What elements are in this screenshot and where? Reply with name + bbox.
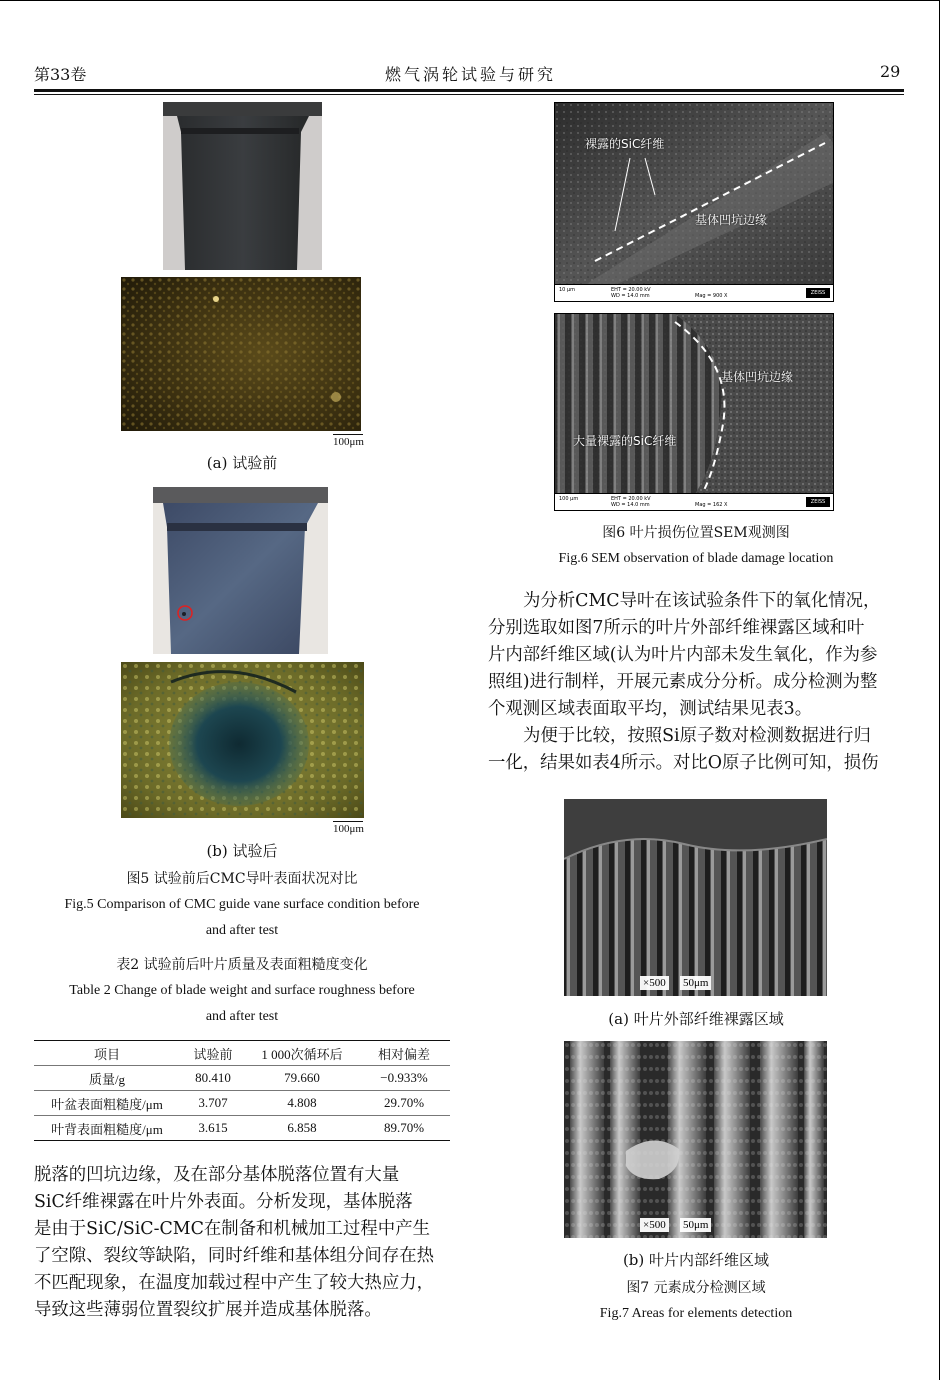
zeiss-logo: ZEISS (806, 288, 830, 298)
table-cell: 79.660 (246, 1066, 358, 1091)
table-header-cell: 试验前 (180, 1041, 246, 1066)
fig5-caption-en-line1: Fig.5 Comparison of CMC guide vane surface condition before (64, 897, 420, 912)
table-header-cell: 1 000次循环后 (246, 1041, 358, 1066)
fig5a-subcaption: (a) 试验前 (206, 454, 278, 472)
fig6-caption-cn: 图6 叶片损伤位置SEM观测图 (602, 525, 790, 541)
paragraph-line: 个观测区域表面取平均，测试结果见表3。 (488, 699, 813, 719)
paragraph-line: 了空隙、裂纹等缺陷，同时纤维和基体组分间存在热 (34, 1246, 434, 1266)
fig5b-micrograph (121, 662, 364, 818)
fig6-sem-image-1 (554, 102, 834, 302)
header-rule-thin (34, 94, 904, 95)
paragraph-line: 一化，结果如表4所示。对比O原子比例可知，损伤 (488, 753, 879, 773)
fig5-caption-cn: 图5 试验前后CMC导叶表面状况对比 (126, 871, 358, 887)
table-header-cell: 相对偏差 (358, 1041, 450, 1066)
fig7b-magnification: ×500 (640, 1218, 669, 1232)
fig7a-sem-image (564, 799, 827, 996)
table-cell: 3.615 (180, 1116, 246, 1141)
fig7-caption-cn: 图7 元素成分检测区域 (626, 1280, 766, 1296)
page-number: 29 (880, 62, 901, 81)
fig6-label-exposed-fiber: 裸露的SiC纤维 (585, 137, 665, 151)
paragraph-line: 为分析CMC导叶在该试验条件下的氧化情况， (523, 591, 881, 611)
fig6-sem-info-strip-1: 10 μm EHT = 20.00 kV WD = 14.0 mm Mag = 900 X ZEISS (555, 284, 833, 301)
paragraph-line: SiC纤维裸露在叶片外表面。分析发现，基体脱落 (34, 1192, 413, 1212)
fig6-sem-info-strip-2: 100 μm EHT = 20.00 kV WD = 14.0 mm Mag = 162 X ZEISS (555, 493, 833, 510)
table2-title-en-line2: and after test (205, 1009, 279, 1024)
fig5b-subcaption: (b) 试验后 (206, 842, 278, 860)
paragraph-line: 照组)进行制样，开展元素成分分析。成分检测为整 (488, 672, 878, 692)
fig6-label-pit-edge: 基体凹坑边缘 (695, 213, 768, 227)
journal-title: 燃气涡轮试验与研究 (384, 65, 556, 84)
table-cell: 29.70% (358, 1091, 450, 1116)
fig7b-scale: 50μm (680, 1218, 711, 1232)
fig7a-subcaption: (a) 叶片外部纤维裸露区域 (608, 1010, 784, 1028)
table-cell: 89.70% (358, 1116, 450, 1141)
table-row (34, 1066, 450, 1091)
fig7a-scale: 50μm (680, 976, 711, 990)
table-cell: 质量/g (34, 1066, 180, 1091)
left-body-paragraph (34, 1162, 450, 1324)
fig7-caption-en: Fig.7 Areas for elements detection (599, 1306, 793, 1321)
table-cell: 3.707 (180, 1091, 246, 1116)
paragraph-line: 分别选取如图7所示的叶片外部纤维裸露区域和叶 (488, 618, 865, 638)
fig6-label-pit-edge-2: 基体凹坑边缘 (721, 370, 794, 384)
fig5-caption-en-line2: and after test (205, 923, 279, 938)
table-row (34, 1116, 450, 1141)
paragraph-line: 为便于比较，按照Si原子数对检测数据进行归 (523, 726, 871, 746)
fig6-label-many-exposed-fibers: 大量裸露的SiC纤维 (573, 434, 677, 448)
table-row (34, 1091, 450, 1116)
table2-title-cn: 表2 试验前后叶片质量及表面粗糙度变化 (116, 957, 368, 973)
fig5a-blade-photo (163, 102, 322, 270)
fig6-caption-en: Fig.6 SEM observation of blade damage location (558, 551, 834, 566)
right-body-paragraph (488, 588, 904, 777)
paragraph-line: 片内部纤维区域(认为叶片内部未发生氧化，作为参 (488, 645, 878, 665)
table-header-row (34, 1041, 450, 1066)
header-rule-thick (34, 89, 904, 92)
volume-label: 第33卷 (34, 65, 87, 84)
zeiss-logo: ZEISS (806, 497, 830, 507)
table-cell: 6.858 (246, 1116, 358, 1141)
fig7b-subcaption: (b) 叶片内部纤维区域 (622, 1251, 770, 1269)
table-cell: 叶盆表面粗糙度/μm (34, 1091, 180, 1116)
table2-title-en-line1: Table 2 Change of blade weight and surface roughness before (69, 983, 415, 998)
table-cell: 叶背表面粗糙度/μm (34, 1116, 180, 1141)
table-cell: 80.410 (180, 1066, 246, 1091)
paragraph-line: 不匹配现象，在温度加载过程中产生了较大热应力， (34, 1273, 434, 1293)
fig7b-sem-image (564, 1041, 827, 1238)
table-cell: −0.933% (358, 1066, 450, 1091)
table2 (34, 1040, 450, 1141)
fig5a-micrograph (121, 277, 361, 431)
table-cell: 4.808 (246, 1091, 358, 1116)
paragraph-line: 脱落的凹坑边缘，及在部分基体脱落位置有大量 (34, 1165, 400, 1185)
fig5b-blade-photo (153, 487, 328, 654)
table-header-cell: 项目 (34, 1041, 180, 1066)
paragraph-line: 是由于SiC/SiC-CMC在制备和机械加工过程中产生 (34, 1219, 430, 1239)
fig7a-magnification: ×500 (640, 976, 669, 990)
fig6-sem-image-2 (554, 313, 834, 511)
paragraph-line: 导致这些薄弱位置裂纹扩展并造成基体脱落。 (34, 1300, 382, 1320)
